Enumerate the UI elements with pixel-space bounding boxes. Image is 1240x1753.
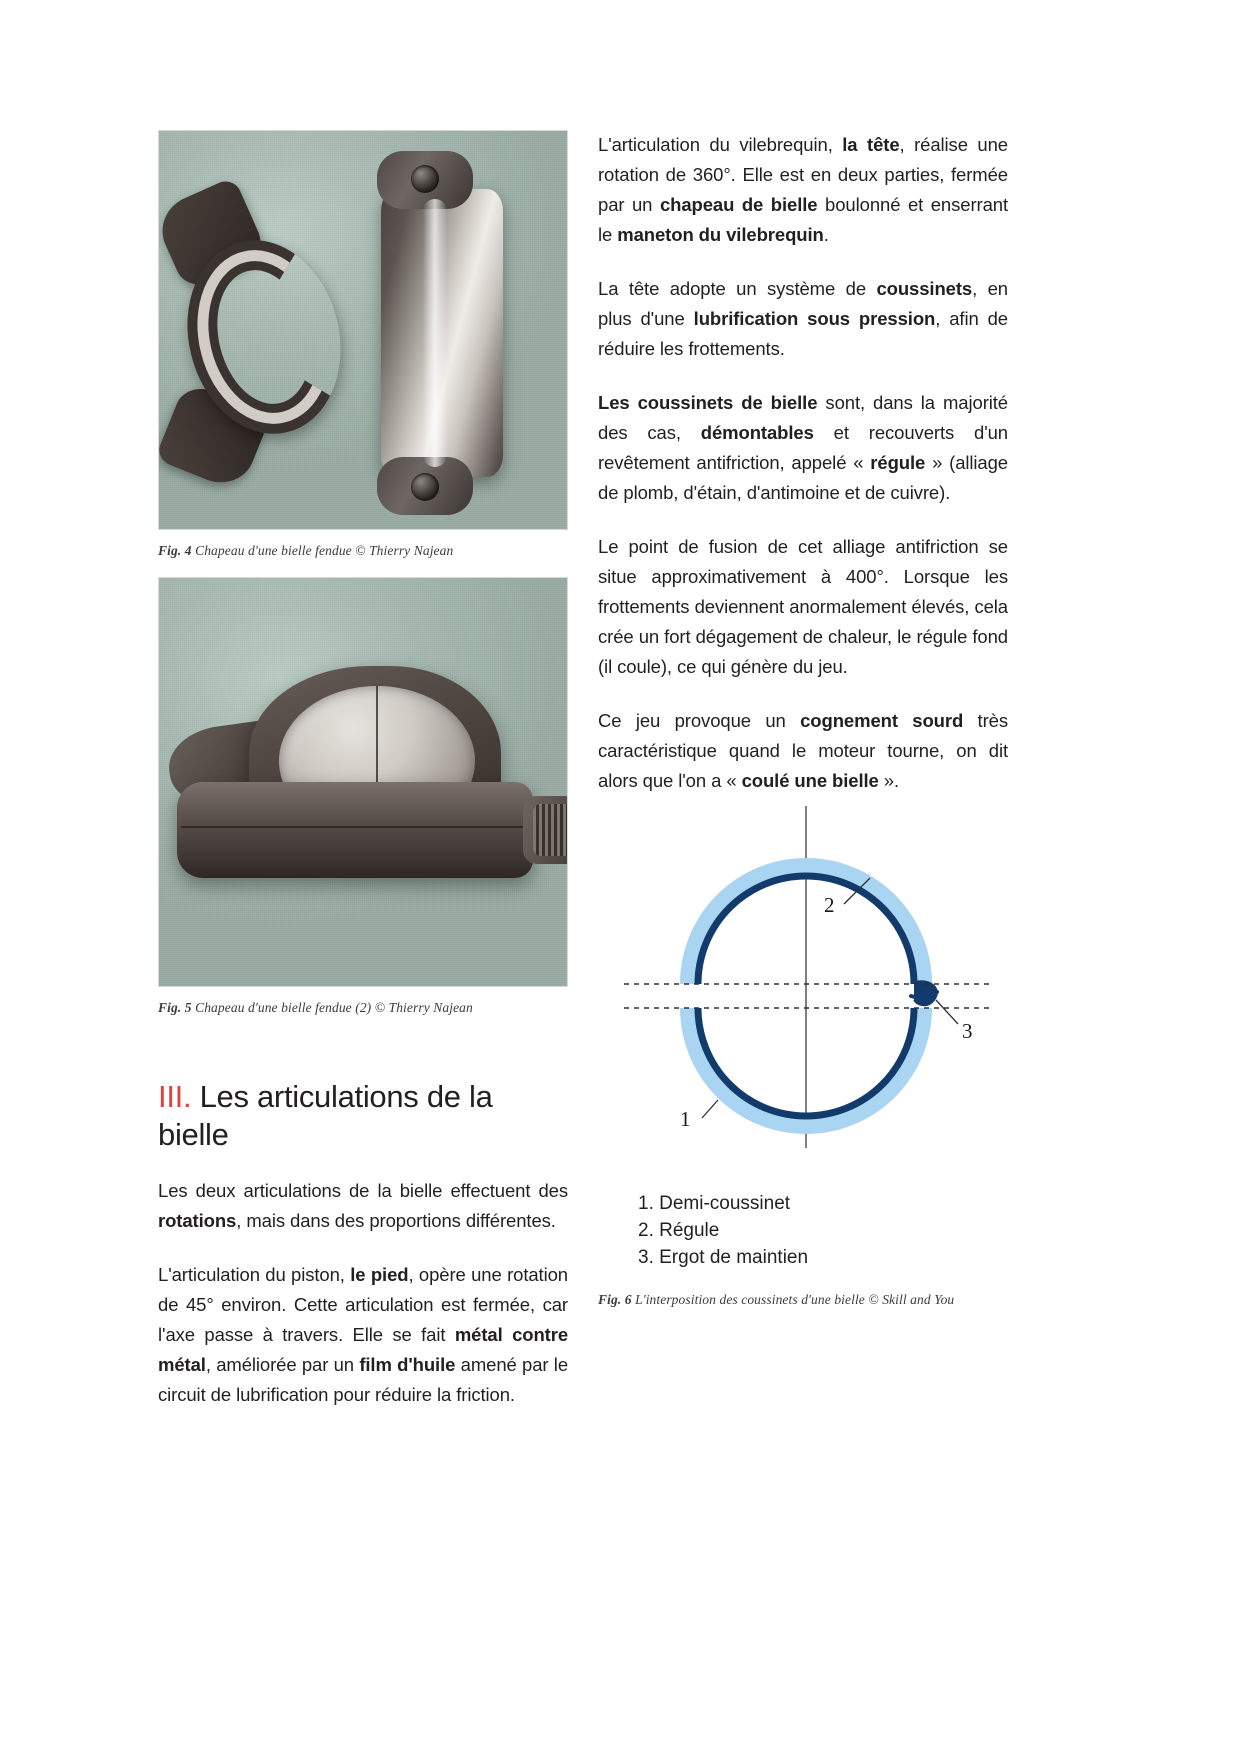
figure-6-caption-text: L'interposition des coussinets d'une bielle © Skill and You: [635, 1292, 955, 1307]
emphasis-text: le pied: [350, 1264, 409, 1285]
plain-text: , réalise une rotation de 360°. Elle est en deux parties, fermée par un: [598, 134, 1008, 215]
p-articulation-piston: [158, 1260, 568, 1410]
figure-4-caption-text: Chapeau d'une bielle fendue © Thierry Najean: [195, 543, 454, 558]
p-coussinets-lubrification: [598, 274, 1008, 364]
rod-serrations: [533, 804, 568, 856]
plain-text: , en plus d'une: [598, 278, 1008, 329]
plain-text: La tête adopte un système de: [598, 278, 877, 299]
figure-5-caption: [158, 999, 568, 1016]
rod-beam: [177, 782, 533, 878]
figure-6-caption-label: Fig. 6: [598, 1292, 632, 1307]
p-point-de-fusion: [598, 532, 1008, 682]
plain-text: ».: [878, 770, 900, 791]
plain-text: Ce jeu provoque un: [598, 710, 801, 731]
section-number: III.: [158, 1079, 192, 1114]
figure-6-diagram: [598, 800, 1006, 1180]
plain-text: » (alliage de plomb, d'étain, d'antimoine et de cuivre).: [598, 452, 1008, 503]
plain-text: , améliorée par un: [205, 1354, 360, 1375]
cap-bolt-hole-bottom: [411, 473, 439, 501]
plain-text: L'articulation du piston,: [158, 1264, 351, 1285]
emphasis-text: chapeau de bielle: [659, 194, 818, 215]
legend-item-3: 3. Ergot de maintien: [638, 1247, 809, 1268]
emphasis-text: métal contre métal: [158, 1324, 569, 1375]
left-column-body-text: [158, 1176, 568, 1410]
legend-item-1: 1. Demi-coussinet: [638, 1193, 791, 1214]
figure-4-photo: [158, 130, 568, 530]
callout-2-label: 2: [824, 893, 835, 917]
section-heading: [158, 1078, 568, 1154]
figure-4-caption-label: Fig. 4: [158, 543, 192, 558]
connecting-rod-end-object: [181, 183, 349, 483]
callout-1-leader: [702, 1100, 718, 1118]
emphasis-text: régule: [870, 452, 926, 473]
plain-text: L'articulation du vilebrequin,: [598, 134, 843, 155]
emphasis-text: cognement sourd: [800, 710, 964, 731]
plain-text: boulonné et enserrant le: [598, 194, 1008, 245]
emphasis-text: film d'huile: [359, 1354, 456, 1375]
plain-text: , mais dans des proportions différentes.: [236, 1210, 556, 1231]
legend-item-2: 2. Régule: [638, 1220, 720, 1241]
emphasis-text: coulé une bielle: [741, 770, 879, 791]
emphasis-text: rotations: [158, 1210, 237, 1231]
bearing-cap-object: [381, 189, 503, 477]
plain-text: , afin de réduire les frottements.: [598, 308, 1008, 359]
figure-5-photo: [158, 577, 568, 987]
callout-1-label: 1: [680, 1107, 691, 1131]
figure-4-caption: [158, 542, 568, 559]
emphasis-text: démontables: [700, 422, 814, 443]
p-coussinets-regule: [598, 388, 1008, 508]
emphasis-text: lubrification sous pression: [693, 308, 936, 329]
emphasis-text: Les coussinets de bielle: [598, 392, 818, 413]
plain-text: .: [823, 224, 829, 245]
callout-3-leader: [936, 1000, 958, 1024]
plain-text: Le point de fusion de cet alliage antifriction se situe approximativement à 400°. Lorsque les frottements deviennent anormalement élevés, cela crée un fort dégagement de chaleur, le régule fond (il coule), ce qui génère du jeu.: [598, 536, 1008, 677]
figure-5-caption-label: Fig. 5: [158, 1000, 192, 1015]
plain-text: et recouverts d'un revêtement antifriction, appelé «: [598, 422, 1009, 473]
bearing-shell-schematic: [598, 800, 1006, 1180]
plain-text: sont, dans la majorité des cas,: [598, 392, 1008, 443]
emphasis-text: maneton du vilebrequin: [617, 224, 824, 245]
plain-text: Les deux articulations de la bielle effectuent des: [158, 1180, 568, 1201]
emphasis-text: la tête: [842, 134, 900, 155]
emphasis-text: coussinets: [876, 278, 973, 299]
right-column: [598, 130, 1008, 1308]
figure-5-caption-text: Chapeau d'une bielle fendue (2) © Thierry Najean: [195, 1000, 473, 1015]
cap-bolt-hole-top: [411, 165, 439, 193]
p-cognement-sourd: [598, 706, 1008, 796]
connecting-rod-object: [167, 666, 561, 906]
rod-beam-seam: [181, 826, 525, 828]
callout-3-label: 3: [962, 1019, 973, 1043]
right-column-body-text: [598, 130, 1008, 796]
plain-text: très caractéristique quand le moteur tourne, on dit alors que l'on a «: [598, 710, 1008, 791]
plain-text: , opère une rotation de 45° environ. Cette articulation est fermée, car l'axe passe à travers. Elle se fait: [158, 1264, 568, 1345]
figure-6-legend: [598, 1190, 1008, 1271]
figure-6-caption: [598, 1291, 1008, 1308]
p-articulation-vilebrequin: [598, 130, 1008, 250]
left-column: [158, 130, 568, 1410]
cap-polished-highlight: [423, 199, 447, 467]
section-title: Les articulations de la bielle: [158, 1079, 493, 1152]
plain-text: amené par le circuit de lubrification pour réduire la friction.: [158, 1354, 569, 1405]
p-articulations-rotations: [158, 1176, 568, 1236]
